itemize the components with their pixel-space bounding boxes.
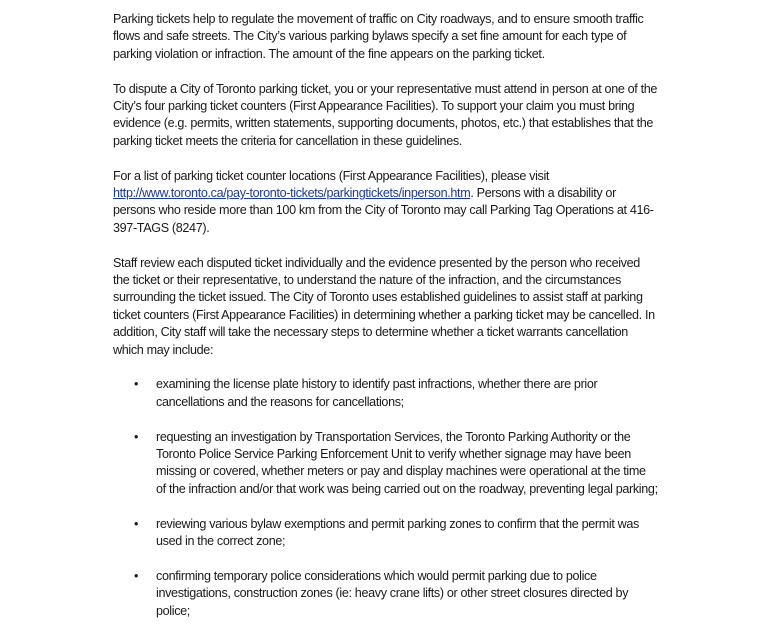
list-item-text: examining the license plate history to identify past infractions, whether there are prior cancellations and the reasons for cancellations; bbox=[156, 377, 598, 409]
bullet-icon: • bbox=[134, 568, 139, 583]
list-item bbox=[113, 429, 658, 499]
bullet-icon: • bbox=[134, 429, 139, 444]
bullet-icon: • bbox=[134, 516, 139, 531]
cancellation-steps-list bbox=[113, 376, 658, 620]
paragraph-staff-review: Staff review each disputed ticket individually and the evidence presented by the person who received the ticket or their representative, to understand the nature of the infraction, and the circumstances surrounding the ticket issued. The City of Toronto uses established guidelines to assist staff at parking ticket counters (First Appearance Facilities) in determining whether a parking ticket may be cancelled. In addition, City staff will take the necessary steps to determine whether a ticket warrants cancellation which may include: bbox=[113, 255, 655, 357]
list-item-text: confirming temporary police considerations which would permit parking due to police investigations, construction zones (ie: heavy crane lifts) or other street closures directed by police; bbox=[156, 568, 629, 618]
bullet-icon: • bbox=[134, 377, 139, 392]
list-item-text: reviewing various bylaw exemptions and permit parking zones to confirm that the permit was used in the correct zone; bbox=[156, 516, 639, 549]
list-item bbox=[113, 568, 658, 620]
document-page bbox=[113, 11, 658, 638]
paragraph-locations-rest: . Persons with a disability or persons who reside more than 100 km from the City of Toronto may call Parking Tag Operations at 416-397-TAGS (8247). bbox=[113, 186, 654, 235]
list-item bbox=[113, 516, 658, 551]
in-person-link[interactable]: http://www.toronto.ca/pay-toronto-tickets/parkingtickets/inperson.htm bbox=[113, 186, 471, 201]
paragraph-locations-intro: For a list of parking ticket counter locations (First Appearance Facilities), please visit bbox=[113, 168, 550, 183]
paragraph-locations bbox=[113, 168, 658, 238]
paragraph-purpose: Parking tickets help to regulate the movement of traffic on City roadways, and to ensure smooth traffic flows and safe streets. The City’s various parking bylaws specify a set fine amount for each type of parking violation or infraction. The amount of the fine appears on the parking ticket. bbox=[113, 12, 644, 61]
list-item bbox=[113, 376, 658, 411]
paragraph-dispute: To dispute a City of Toronto parking ticket, you or your representative must attend in person at one of the City’s four parking ticket counters (First Appearance Facilities). To support your claim you must bring evidence (e.g. permits, written statements, supporting documents, photos, etc.) that establishes that the parking ticket meets the criteria for cancellation in these guidelines. bbox=[113, 81, 658, 148]
list-item-text: requesting an investigation by Transportation Services, the Toronto Parking Authority or the Toronto Police Service Parking Enforcement Unit to verify whether signage may have been missing or covered, whether meters or pay and display machines were operational at the time of the infraction and/or that work was being carried out on the roadway, preventing legal parking; bbox=[156, 429, 658, 496]
